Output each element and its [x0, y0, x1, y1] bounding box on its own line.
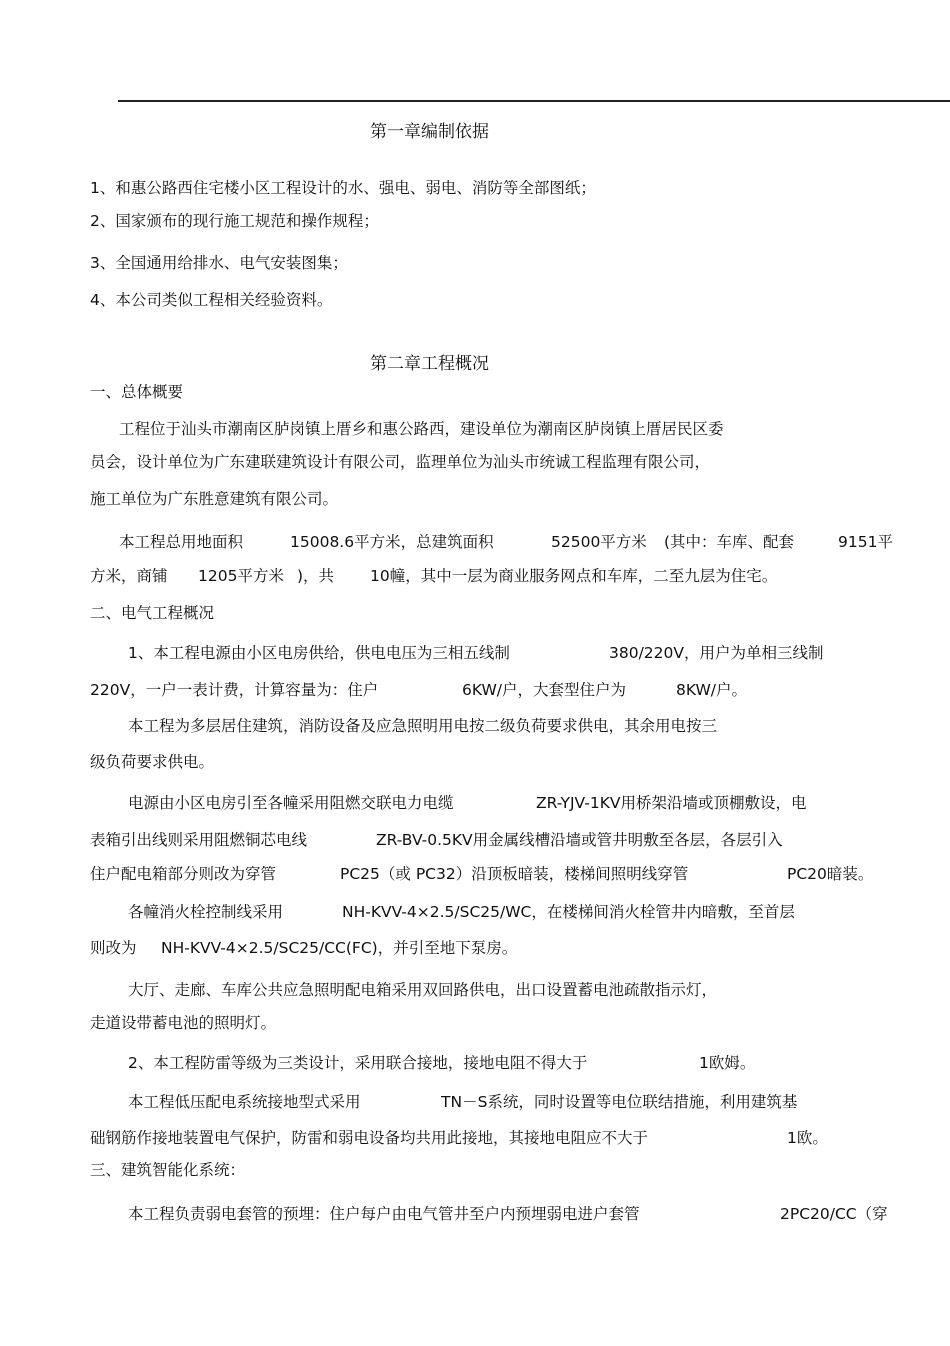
area-text: 52500平方米: [551, 533, 647, 551]
section-1-title: 一、总体概要: [90, 383, 184, 401]
cable-text: ZR-YJV-1KV用桥架沿墙或顶棚敷设，电: [536, 794, 807, 812]
overview-para-line-2: 员会，设计单位为广东建联建筑设计有限公司，监理单位为汕头市统诚工程监理有限公司，: [90, 453, 711, 471]
area-text: 9151平: [838, 533, 893, 551]
area-text: 1205平方米: [198, 567, 284, 585]
conduit-text: 本工程负责弱电套管的预埋：住户每户由电气管井至户内预埋弱电进户套管: [128, 1205, 640, 1223]
overview-para-line-1: 工程位于汕头市潮南区胪岗镇上厝乡和惠公路西，建设单位为潮南区胪岗镇上厝居民区委: [119, 420, 724, 438]
area-text: 本工程总用地面积: [119, 533, 244, 551]
grounding-text: 本工程低压配电系统接地型式采用: [128, 1093, 361, 1111]
section-3-title: 三、建筑智能化系统：: [90, 1161, 246, 1179]
conduit-text: 2PC20/CC（穿: [780, 1205, 888, 1223]
power-text: 380/220V，用户为单相三线制: [609, 644, 824, 662]
grounding-text: 1欧。: [787, 1129, 828, 1147]
hydrant-text: 则改为: [90, 939, 137, 957]
power-text: 8KW/户。: [676, 681, 748, 699]
cable-text: ZR-BV-0.5KV用金属线槽沿墙或管井明敷至各层，各层引入: [376, 831, 783, 849]
load-para-line-2: 级负荷要求供电。: [90, 753, 215, 771]
basis-item-4: 4、本公司类似工程相关经验资料。: [90, 291, 333, 309]
lightning-text: 1欧姆。: [699, 1054, 756, 1072]
basis-item-1: 1、和惠公路西住宅楼小区工程设计的水、强电、弱电、消防等全部图纸；: [90, 179, 596, 197]
chapter-1-title: 第一章编制依据: [370, 122, 489, 142]
area-text: )，共: [297, 567, 335, 585]
area-text: 方米，商铺: [90, 567, 168, 585]
power-text: 1、本工程电源由小区电房供给，供电电压为三相五线制: [128, 644, 510, 662]
power-text: 6KW/户，大套型住户为: [462, 681, 627, 699]
emergency-para-line-2: 走道设带蓄电池的照明灯。: [90, 1014, 277, 1032]
area-text: 15008.6平方米，总建筑面积: [290, 533, 494, 551]
hydrant-text: NH-KVV-4×2.5/SC25/CC(FC)，并引至地下泵房。: [161, 939, 518, 957]
section-2-title: 二、电气工程概况: [90, 604, 215, 622]
cable-text: PC25（或 PC32）沿顶板暗装，楼梯间照明线穿管: [340, 865, 689, 883]
load-para-line-1: 本工程为多层居住建筑，消防设备及应急照明用电按二级负荷要求供电，其余用电按三: [128, 717, 718, 735]
header-rule: [118, 100, 950, 102]
cable-text: 表箱引出线则采用阻燃铜芯电线: [90, 831, 308, 849]
hydrant-text: NH-KVV-4×2.5/SC25/WC，在楼梯间消火栓管井内暗敷，至首层: [342, 903, 795, 921]
area-text: 10幢，其中一层为商业服务网点和车库，二至九层为住宅。: [370, 567, 778, 585]
cable-text: 住户配电箱部分则改为穿管: [90, 865, 277, 883]
grounding-text: TN－S系统，同时设置等电位联结措施，利用建筑基: [441, 1093, 798, 1111]
power-text: 220V，一户一表计费，计算容量为：住户: [90, 681, 379, 699]
basis-item-2: 2、国家颁布的现行施工规范和操作规程；: [90, 212, 379, 230]
overview-para-line-3: 施工单位为广东胜意建筑有限公司。: [90, 490, 339, 508]
cable-text: 电源由小区电房引至各幢采用阻燃交联电力电缆: [128, 794, 454, 812]
grounding-text: 础钢筋作接地装置电气保护，防雷和弱电设备均共用此接地，其接地电阻应不大于: [90, 1129, 649, 1147]
chapter-2-title: 第二章工程概况: [370, 354, 489, 374]
emergency-para-line-1: 大厅、走廊、车库公共应急照明配电箱采用双回路供电，出口设置蓄电池疏散指示灯，: [128, 981, 718, 999]
lightning-text: 2、本工程防雷等级为三类设计，采用联合接地，接地电阻不得大于: [128, 1054, 588, 1072]
basis-item-3: 3、全国通用给排水、电气安装图集；: [90, 254, 348, 272]
cable-text: PC20暗装。: [787, 865, 874, 883]
hydrant-text: 各幢消火栓控制线采用: [128, 903, 284, 921]
area-text: (其中：车库、配套: [664, 533, 795, 551]
